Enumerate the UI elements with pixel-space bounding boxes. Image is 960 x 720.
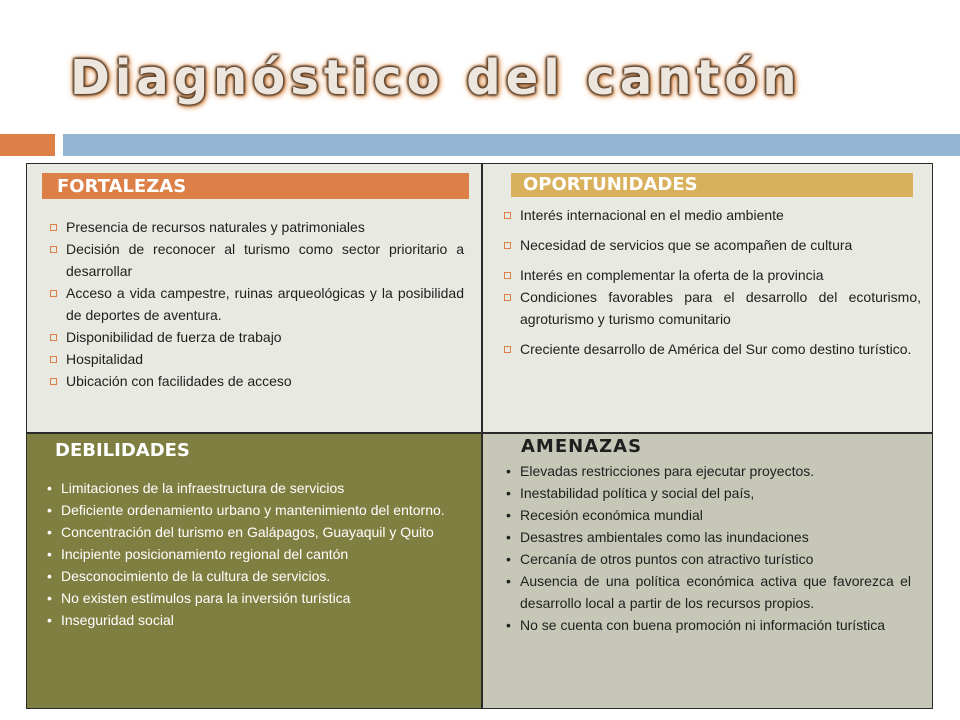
- list-item: • Inestabilidad política y social del país,: [506, 482, 911, 504]
- list-item: Ubicación con facilidades de acceso: [49, 370, 464, 392]
- debilidades-heading: DEBILIDADES: [55, 440, 190, 461]
- decorative-bar-blue: [63, 134, 960, 156]
- list-item: Necesidad de servicios que se acompañen de cultura: [503, 234, 921, 256]
- list-item: • Ausencia de una política económica activa que favorezca el desarrollo local a partir de los recursos propios.: [506, 570, 911, 614]
- list-item: Presencia de recursos naturales y patrimoniales: [49, 216, 464, 238]
- list-item: Decisión de reconocer al turismo como sector prioritario a desarrollar: [49, 238, 464, 282]
- list-item: Acceso a vida campestre, ruinas arqueológicas y la posibilidad de deportes de aventura.: [49, 282, 464, 326]
- amenazas-heading: AMENAZAS: [521, 436, 643, 457]
- debilidades-list: [47, 477, 457, 631]
- list-item: • No se cuenta con buena promoción ni información turística: [506, 614, 911, 636]
- list-item: Interés en complementar la oferta de la provincia: [503, 264, 921, 286]
- list-item: • Inseguridad social: [47, 609, 457, 631]
- list-item: • Elevadas restricciones para ejecutar proyectos.: [506, 460, 911, 482]
- debilidades-panel: [26, 433, 482, 709]
- list-item: Hospitalidad: [49, 348, 464, 370]
- list-item: Interés internacional en el medio ambiente: [503, 204, 921, 226]
- list-item: Condiciones favorables para el desarrollo del ecoturismo, agroturismo y turismo comunitario: [503, 286, 921, 330]
- list-item: Creciente desarrollo de América del Sur como destino turístico.: [503, 338, 921, 360]
- list-item: • Desconocimiento de la cultura de servicios.: [47, 565, 457, 587]
- list-item: • Deficiente ordenamiento urbano y mantenimiento del entorno.: [47, 499, 457, 521]
- page-title: Diagnóstico del cantón: [70, 50, 802, 106]
- list-item: • Desastres ambientales como las inundaciones: [506, 526, 911, 548]
- list-item: • Incipiente posicionamiento regional del cantón: [47, 543, 457, 565]
- decorative-bar-orange: [0, 134, 55, 156]
- amenazas-list: [506, 460, 911, 636]
- oportunidades-list: [503, 204, 921, 360]
- list-item: • Recesión económica mundial: [506, 504, 911, 526]
- list-item: • No existen estímulos para la inversión turística: [47, 587, 457, 609]
- list-item: • Concentración del turismo en Galápagos, Guayaquil y Quito: [47, 521, 457, 543]
- list-item: • Limitaciones de la infraestructura de servicios: [47, 477, 457, 499]
- fortalezas-heading: FORTALEZAS: [57, 176, 187, 197]
- oportunidades-heading: OPORTUNIDADES: [523, 174, 698, 195]
- fortalezas-list: [49, 216, 464, 392]
- list-item: Disponibilidad de fuerza de trabajo: [49, 326, 464, 348]
- amenazas-panel: [482, 433, 933, 709]
- fortalezas-panel: [26, 163, 482, 433]
- oportunidades-panel: [482, 163, 933, 433]
- list-item: • Cercanía de otros puntos con atractivo turístico: [506, 548, 911, 570]
